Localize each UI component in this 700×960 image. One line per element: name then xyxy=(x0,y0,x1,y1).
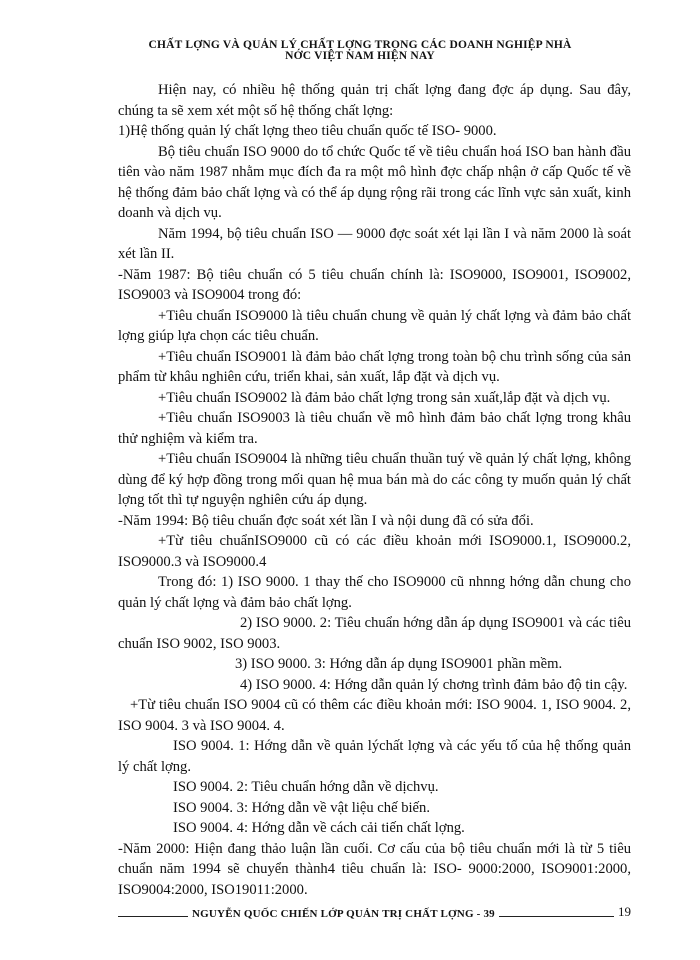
header-line-2: NỚC VIỆT NAM HIỆN NAY xyxy=(285,50,435,62)
list-item-iso9004-2: ISO 9004. 2: Tiêu chuẩn hớng dẫn về dịchvụ. xyxy=(173,779,439,795)
document-body xyxy=(118,80,631,900)
footer-text: NGUYỄN QUỐC CHIẾN LỚP QUẢN TRỊ CHẤT LỢNG - 39 xyxy=(188,908,499,920)
paragraph-1994: -Năm 1994: Bộ tiêu chuẩn đợc soát xét lần I và nội dung đã có sửa đổi. xyxy=(118,512,534,529)
list-item-iso9000-4: 4) ISO 9000. 4: Hớng dẫn quản lý chơng trình đảm bảo độ tin cậy. xyxy=(240,676,628,693)
list-item-iso9004-4: ISO 9004. 4: Hớng dẫn về cách cải tiến chất lợng. xyxy=(173,820,465,836)
list-item-iso9000-1: Trong đó: 1) ISO 9000. 1 thay thế cho ISO9000 cũ nhnng hớng dẫn chung cho quản lý chất lợng và đảm bảo chất lợng. xyxy=(118,574,631,611)
paragraph-revisions: Năm 1994, bộ tiêu chuẩn ISO — 9000 đợc soát xét lại lần I và năm 2000 là soát xét lần II. xyxy=(118,225,631,262)
section-heading-iso9000: 1)Hệ thống quản lý chất lợng theo tiêu chuẩn quốc tế ISO- 9000. xyxy=(118,123,497,139)
item-iso9001: +Tiêu chuẩn ISO9001 là đảm bảo chất lợng trong toàn bộ chu trình sống của sản phẩm từ khâu nghiên cứu, triển khai, sản xuất, lắp đặt và dịch vụ. xyxy=(118,348,631,385)
list-item-iso9004-3: ISO 9004. 3: Hớng dẫn về vật liệu chế biến. xyxy=(173,799,430,816)
running-header xyxy=(100,40,620,62)
paragraph-iso-background: Bộ tiêu chuẩn ISO 9000 do tổ chức Quốc tế về tiêu chuẩn hoá ISO ban hành đầu tiên vào năm 1987 nhằm mục đích đa ra một mô hình đợc chấp nhận ở cấp Quốc tế về hệ thống đảm bảo chất lợng và có thể áp dụng rộng rãi trong các lĩnh vực sản xuất, kinh doanh và dịch vụ. xyxy=(118,143,631,221)
item-iso9000: +Tiêu chuẩn ISO9000 là tiêu chuẩn chung về quản lý chất lợng và đảm bảo chất lợng giúp lựa chọn các tiêu chuẩn. xyxy=(118,307,631,344)
page-number: 19 xyxy=(614,904,631,920)
paragraph-intro: Hiện nay, có nhiều hệ thống quản trị chất lợng đang đợc áp dụng. Sau đây, chúng ta sẽ xem xét một số hệ thống chất lợng: xyxy=(118,82,631,119)
item-iso9004: +Tiêu chuẩn ISO9004 là những tiêu chuẩn thuần tuý về quản lý chất lợng, không dùng để ký hợp đồng trong mối quan hệ mua bán mà do các công ty muốn quản lý chất lợng tốt thì tự nguyện nghiên cứu áp dụng. xyxy=(118,451,631,508)
paragraph-new-clauses: +Từ tiêu chuẩnISO9000 cũ có các điều khoản mới ISO9000.1, ISO9000.2, ISO9000.3 và ISO9000.4 xyxy=(118,533,631,570)
paragraph-iso9004-clauses: +Từ tiêu chuẩn ISO 9004 cũ có thêm các điều khoản mới: ISO 9004. 1, ISO 9004. 2, ISO 9004. 3 và ISO 9004. 4. xyxy=(118,697,631,734)
item-iso9002: +Tiêu chuẩn ISO9002 là đảm bảo chất lợng trong sản xuất,lắp đặt và dịch vụ. xyxy=(158,389,611,406)
item-iso9003: +Tiêu chuẩn ISO9003 là tiêu chuẩn về mô hình đảm bảo chất lợng trong khâu thử nghiệm và kiểm tra. xyxy=(118,410,631,447)
paragraph-2000: -Năm 2000: Hiện đang thảo luận lần cuối. Cơ cấu của bộ tiêu chuẩn mới là từ 5 tiêu chuẩn năm 1994 sẽ chuyển thành4 tiêu chuẩn là: ISO- 9000:2000, ISO9001:2000, ISO9004:2000, ISO19011:2000. xyxy=(118,840,631,898)
page-footer xyxy=(118,906,631,926)
list-item-iso9000-3: 3) ISO 9000. 3: Hớng dẫn áp dụng ISO9001 phần mềm. xyxy=(235,656,563,672)
paragraph-1987: -Năm 1987: Bộ tiêu chuẩn có 5 tiêu chuẩn chính là: ISO9000, ISO9001, ISO9002, ISO9003 và ISO9004 trong đó: xyxy=(118,266,631,303)
header-line-1: CHẤT LỢNG VÀ QUẢN LÝ CHẤT LỢNG TRONG CÁC DOANH NGHIỆP NHÀ xyxy=(148,39,572,51)
list-item-iso9004-1: ISO 9004. 1: Hớng dẫn về quản lýchất lợng và các yếu tố của hệ thống quản lý chất lợng. xyxy=(118,738,631,775)
list-item-iso9000-2: 2) ISO 9000. 2: Tiêu chuẩn hớng dẫn áp dụng ISO9001 và các tiêu chuẩn ISO 9002, ISO 9003. xyxy=(118,615,631,652)
